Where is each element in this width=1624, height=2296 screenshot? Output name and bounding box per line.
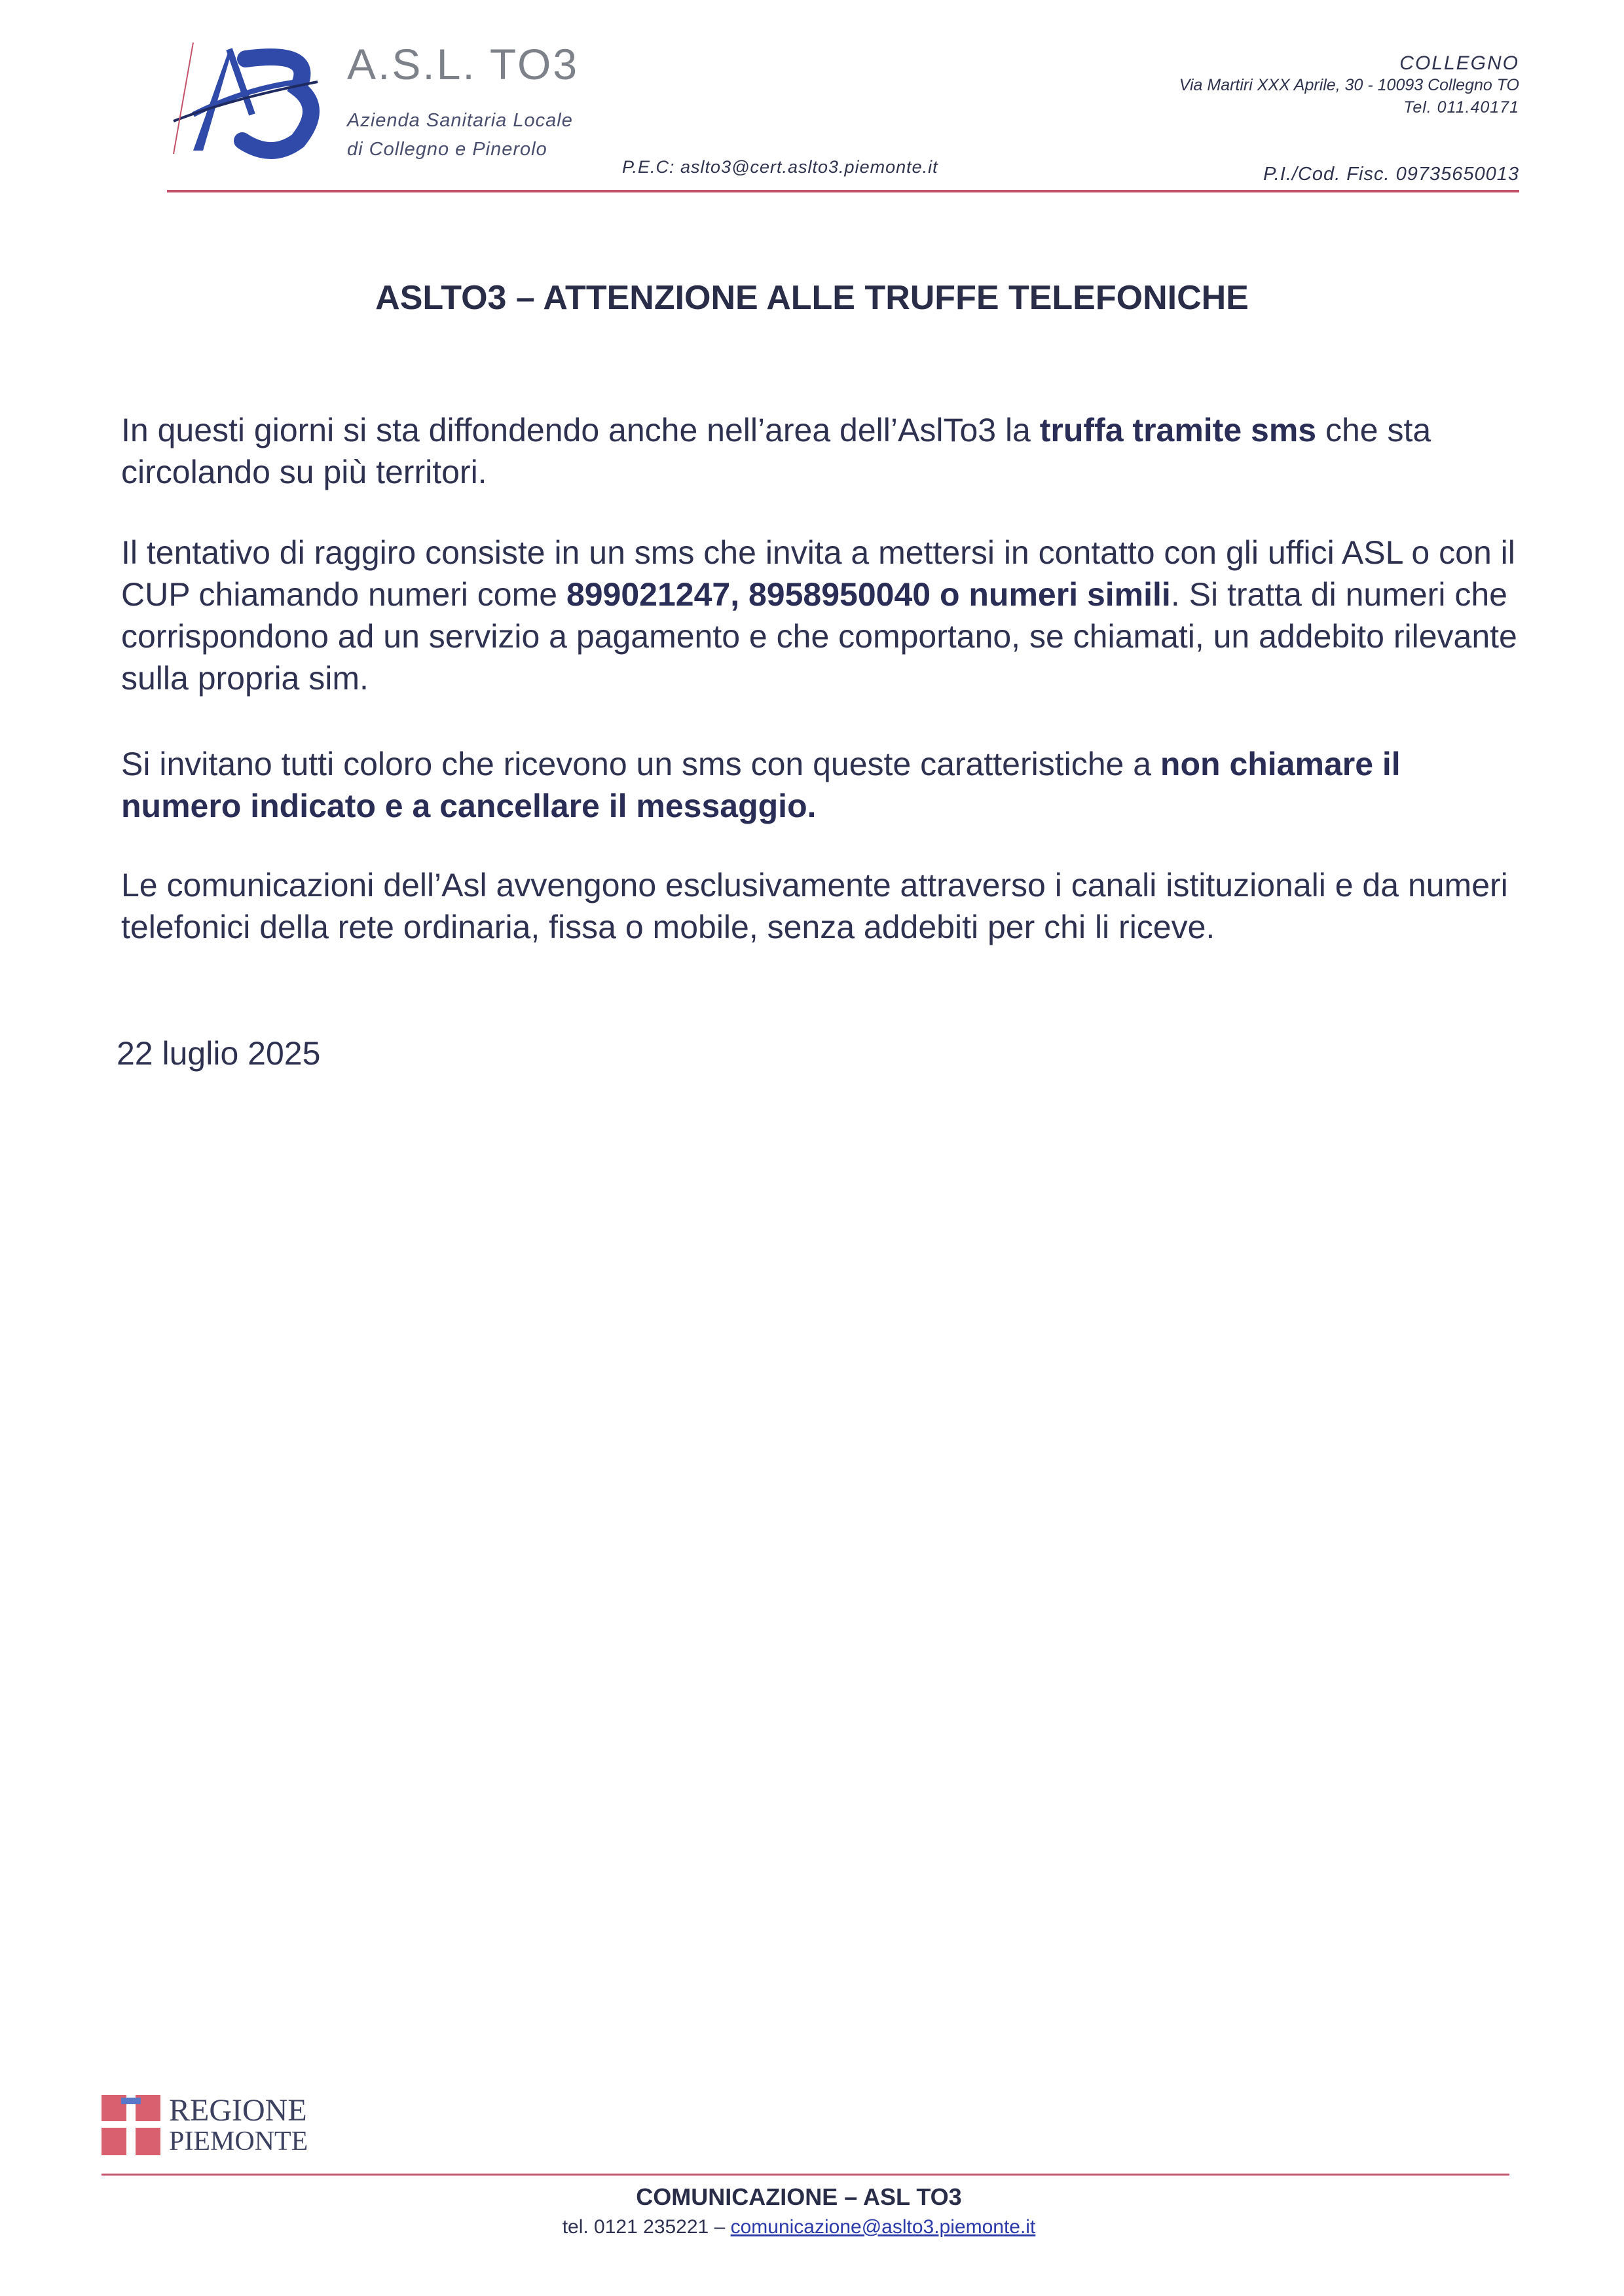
- document-title: ASLTO3 – ATTENZIONE ALLE TRUFFE TELEFONICHE: [375, 279, 1249, 317]
- paragraph-1-text-a: In questi giorni si sta diffondendo anche nell’area dell’AslTo3 la: [121, 412, 1040, 448]
- address-city: COLLEGNO: [1399, 52, 1519, 74]
- footer-email-link[interactable]: comunicazione@aslto3.piemonte.it: [730, 2216, 1036, 2238]
- paragraph-2-text-b: . Si tratta di numeri che corrispondono ad un servizio a pagamento e che comportano, se chiamati, un addebito rilevante sulla propria sim.: [121, 576, 1517, 697]
- paragraph-4-text-a: Le comunicazioni dell’Asl avvengono esclusivamente attraverso i canali istituzionali e da numeri telefonici della rete ordinaria, fissa o mobile, senza addebiti per chi li riceve.: [121, 867, 1508, 945]
- paragraph-2-bold: 899021247, 8958950040 o numeri simili: [566, 576, 1171, 613]
- footer-divider: [101, 2174, 1509, 2176]
- region-name-line2: PIEMONTE: [169, 2126, 308, 2157]
- pec-address: P.E.C: aslto3@cert.aslto3.piemonte.it: [622, 157, 938, 177]
- footer-tel: tel. 0121 235221 –: [562, 2216, 731, 2238]
- org-subtitle-line1: Azienda Sanitaria Locale: [347, 110, 573, 131]
- address-street: Via Martiri XXX Aprile, 30 - 10093 Collegno TO: [1179, 76, 1519, 94]
- address-tel: Tel. 011.40171: [1403, 98, 1519, 117]
- paragraph-3-bold: non chiamare il numero indicato e a cancellare il messaggio.: [121, 746, 1401, 824]
- paragraph-4: [121, 864, 1522, 948]
- fiscal-code: P.I./Cod. Fisc. 09735650013: [1263, 164, 1519, 185]
- paragraph-2: [121, 532, 1522, 699]
- paragraph-3-text-a: Si invitano tutti coloro che ricevono un sms con queste caratteristiche a: [121, 746, 1160, 782]
- paragraph-1-text-b: che sta circolando su più territori.: [121, 412, 1431, 490]
- paragraph-1-bold: truffa tramite sms: [1039, 412, 1317, 448]
- footer-contact: [0, 2216, 1598, 2238]
- org-subtitle-line2: di Collegno e Pinerolo: [347, 139, 547, 160]
- asl-to3-logo: [167, 36, 331, 160]
- paragraph-1: [121, 409, 1522, 493]
- paragraph-3: [121, 743, 1522, 827]
- header-divider: [167, 190, 1519, 192]
- paragraph-2-text-a: Il tentativo di raggiro consiste in un sms che invita a mettersi in contatto con gli uffici ASL o con il CUP chiamando numeri come: [121, 534, 1515, 613]
- footer-title: COMUNICAZIONE – ASL TO3: [636, 2183, 962, 2210]
- document-date: 22 luglio 2025: [117, 1035, 321, 1072]
- region-name-line1: REGIONE: [169, 2093, 307, 2128]
- regione-piemonte-flag-icon: [101, 2095, 160, 2155]
- org-name: A.S.L. TO3: [347, 40, 580, 88]
